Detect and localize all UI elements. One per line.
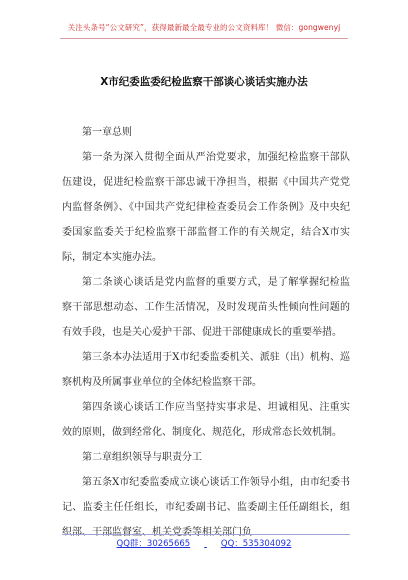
document-title: X市纪委监委纪检监察干部谈心谈话实施办法 xyxy=(100,76,308,88)
header-banner: 关注头条号“公文研究”，获得最新最全最专业的公文资料库！ 微信：gongwenyj xyxy=(67,23,341,32)
footer-divider xyxy=(62,534,350,535)
article-paragraph: 第五条X市纪委监委成立谈心谈话工作领导小组，由市纪委书记、监委主任任组长，市纪委副书记、监委副主任任副组长，组织部、干部监督室、机关党委等相关部门负 xyxy=(62,477,350,538)
article-paragraph: 第四条谈心谈话工作应当坚持实事求是、坦诚相见、注重实效的原则，做到经常化、制度化、规范化，形成常态长效机制。 xyxy=(62,402,350,438)
article-paragraph: 第一条为深入贯彻全面从严治党要求，加强纪检监察干部队伍建设，促进纪检监察干部忠诚干净担当，根据《中国共产党党内监督条例》、《中国共产党纪律检查委员会工作条例》及中央纪委国家监委关于纪检监察干部监督工作的有关规定，结合X市实际，制定本实施办法。 xyxy=(62,152,350,263)
document-body xyxy=(62,120,350,545)
article-paragraph: 第三条本办法适用于X市纪委监委机关、派驻（出）机构、巡察机构及所属事业单位的全体纪检监察干部。 xyxy=(62,352,350,388)
chapter-heading: 第二章组织领导与职责分工 xyxy=(82,452,202,463)
article-paragraph: 第二条谈心谈话是党内监督的重要方式，是了解掌握纪检监察干部思想动态、工作生活情况，及时发现苗头性倾向性问题的有效手段，也是关心爱护干部、促进干部健康成长的重要举措。 xyxy=(62,277,350,338)
footer-qq-number[interactable]: QQ：535304092 xyxy=(220,539,292,549)
chapter-heading: 第一章总则 xyxy=(82,127,132,138)
header-divider xyxy=(60,38,348,39)
footer-contact xyxy=(0,537,408,549)
footer-qq-group[interactable]: QQ群：30265665 xyxy=(116,539,191,549)
